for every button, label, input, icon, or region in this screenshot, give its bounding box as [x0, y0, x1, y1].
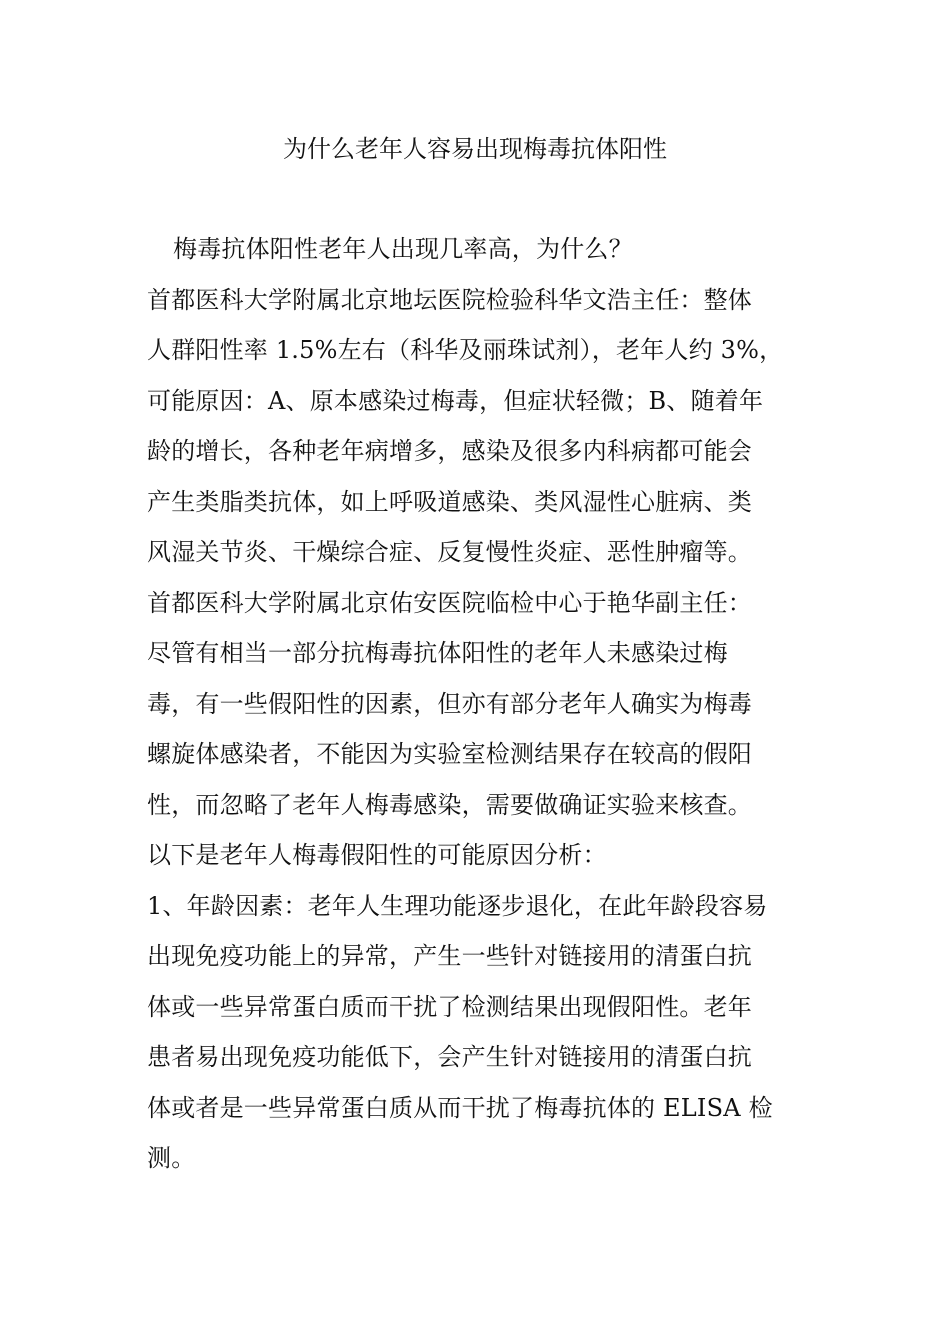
document-title: 为什么老年人容易出现梅毒抗体阳性	[283, 135, 667, 163]
paragraph-line: 测。	[147, 1144, 196, 1172]
paragraph-line: 首都医科大学附属北京佑安医院临检中心于艳华副主任：	[147, 588, 752, 617]
paragraph-line: 出现免疫功能上的异常，产生一些针对链接用的清蛋白抗	[147, 942, 752, 970]
paragraph-line: 以下是老年人梅毒假阳性的可能原因分析：	[147, 841, 607, 869]
paragraph-line: 患者易出现免疫功能低下，会产生针对链接用的清蛋白抗	[147, 1043, 752, 1071]
paragraph-line: 龄的增长，各种老年病增多，感染及很多内科病都可能会	[147, 437, 752, 465]
paragraph-line: 毒，有一些假阳性的因素，但亦有部分老年人确实为梅毒	[147, 689, 752, 718]
paragraph-line: 可能原因：A、原本感染过梅毒，但症状轻微；B、随着年	[147, 386, 764, 415]
paragraph-line: 首都医科大学附属北京地坛医院检验科华文浩主任：整体	[147, 285, 752, 314]
paragraph-line: 风湿关节炎、干燥综合症、反复慢性炎症、恶性肿瘤等。	[147, 538, 752, 566]
paragraph-line: 体或一些异常蛋白质而干扰了检测结果出现假阳性。老年	[147, 992, 752, 1021]
paragraph-line: 体或者是一些异常蛋白质从而干扰了梅毒抗体的 ELISA 检	[147, 1093, 773, 1122]
document-body	[147, 234, 807, 1194]
paragraph-line: 性，而忽略了老年人梅毒感染，需要做确证实验来核查。	[147, 790, 752, 819]
paragraph-line: 尽管有相当一部分抗梅毒抗体阳性的老年人未感染过梅	[147, 639, 728, 667]
paragraph-line: 1、年龄因素：老年人生理功能逐步退化，在此年龄段容易	[147, 891, 768, 920]
paragraph-line: 螺旋体感染者，不能因为实验室检测结果存在较高的假阳	[147, 740, 752, 768]
paragraph-line: 梅毒抗体阳性老年人出现几率高，为什么？	[173, 235, 633, 263]
paragraph-line: 人群阳性率 1.5%左右（科华及丽珠试剂），老年人约 3%，	[147, 336, 784, 364]
paragraph-line: 产生类脂类抗体，如上呼吸道感染、类风湿性心脏病、类	[147, 487, 752, 516]
